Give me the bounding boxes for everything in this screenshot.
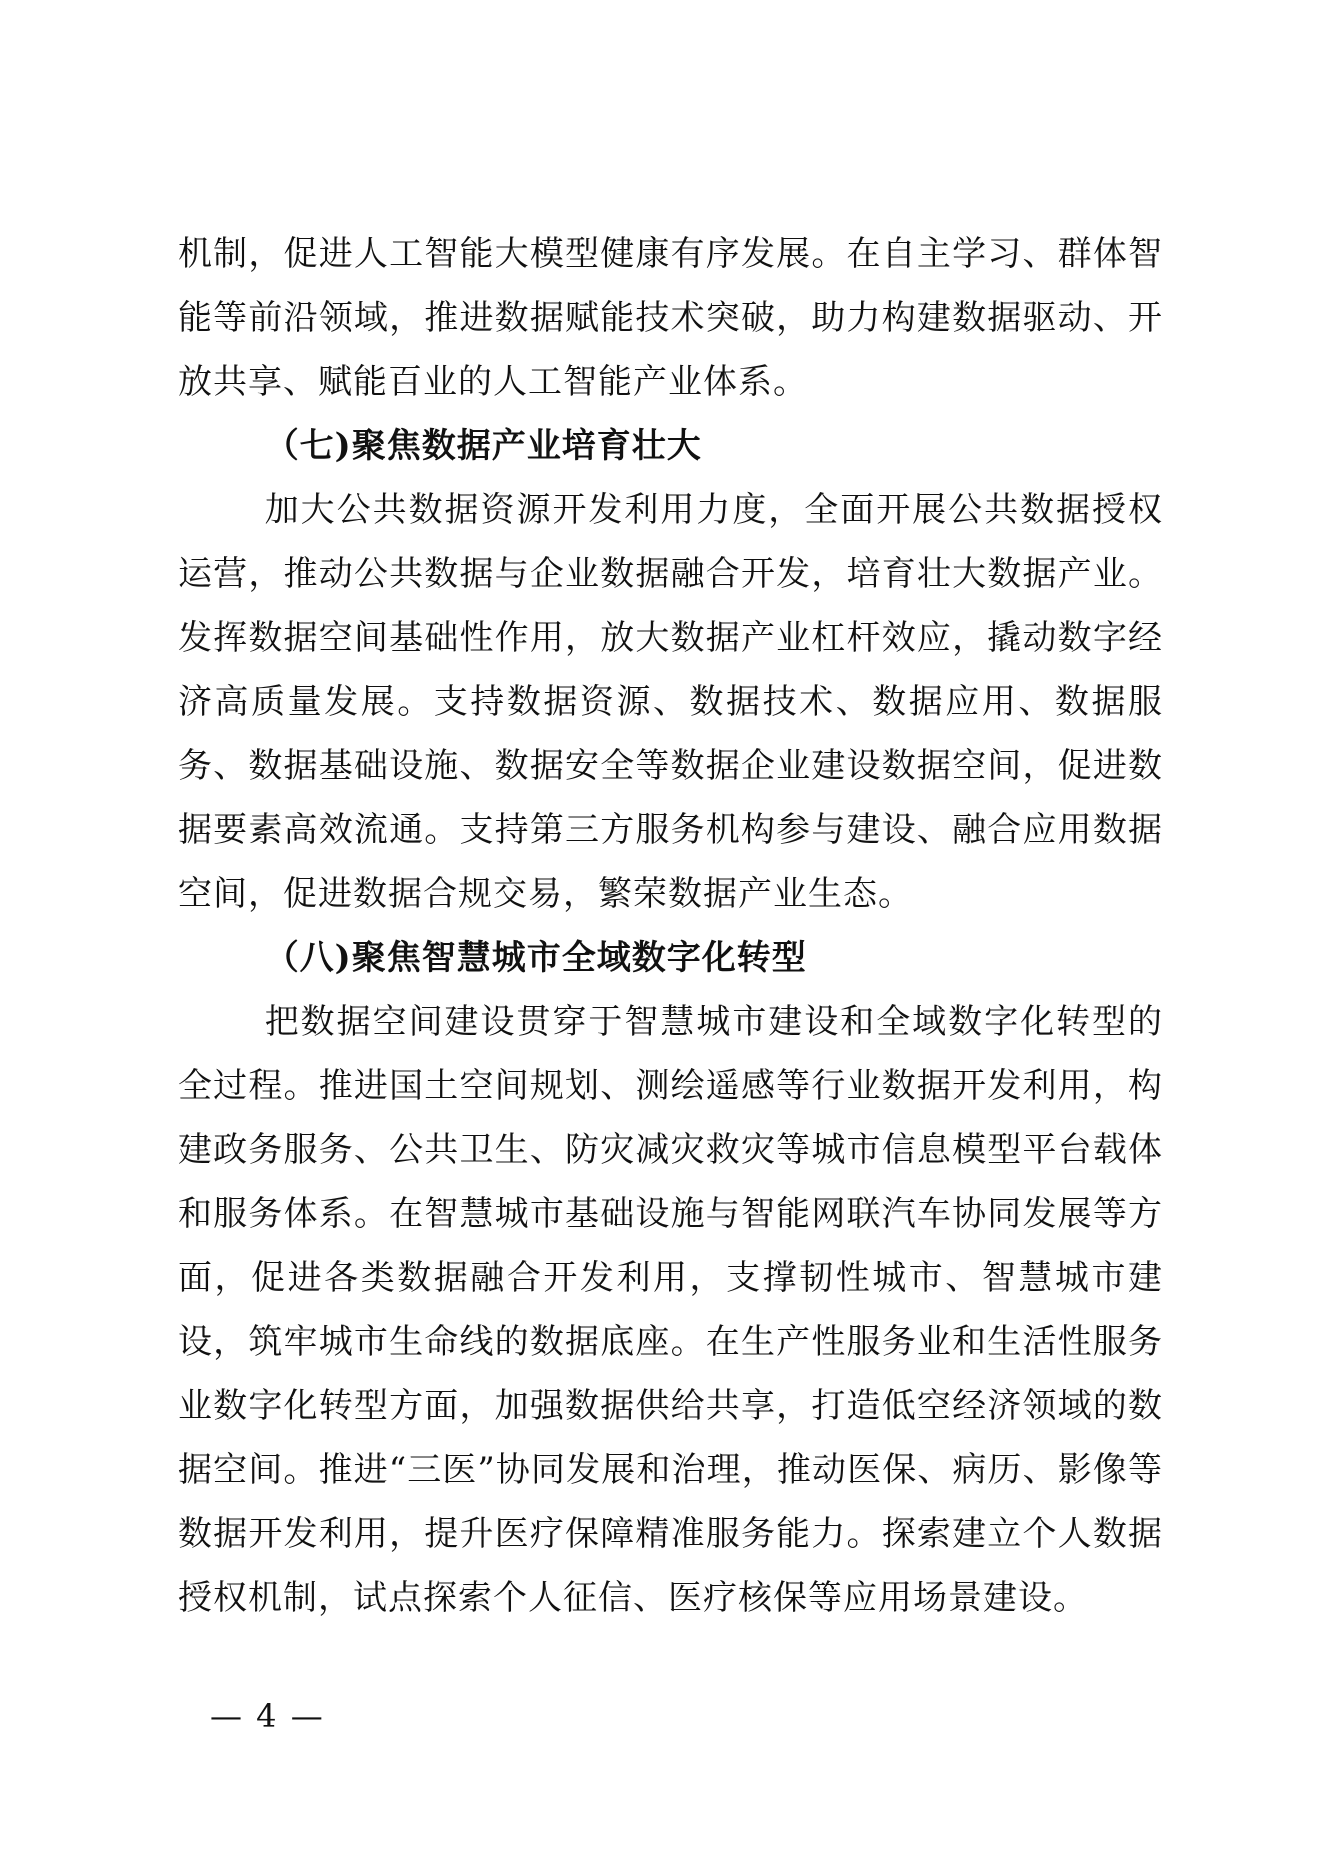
document-body: [178, 222, 1163, 1630]
paragraph-data-industry: 加大公共数据资源开发利用力度，全面开展公共数据授权运营，推动公共数据与企业数据融合开发，培育壮大数据产业。发挥数据空间基础性作用，放大数据产业杠杆效应，撬动数字经济高质量发展。支持数据资源、数据技术、数据应用、数据服务、数据基础设施、数据安全等数据企业建设数据空间，促进数据要素高效流通。支持第三方服务机构参与建设、融合应用数据空间，促进数据合规交易，繁荣数据产业生态。: [178, 490, 1163, 914]
paragraph-smart-city: 把数据空间建设贯穿于智慧城市建设和全域数字化转型的全过程。推进国土空间规划、测绘遥感等行业数据开发利用，构建政务服务、公共卫生、防灾减灾救灾等城市信息模型平台载体和服务体系。在智慧城市基础设施与智能网联汽车协同发展等方面，促进各类数据融合开发利用，支撑韧性城市、智慧城市建设，筑牢城市生命线的数据底座。在生产性服务业和生活性服务业数字化转型方面，加强数据供给共享，打造低空经济领域的数据空间。推进“三医”协同发展和治理，推动医保、病历、影像等数据开发利用，提升医疗保障精准服务能力。探索建立个人数据授权机制，试点探索个人征信、医疗核保等应用场景建设。: [178, 1002, 1163, 1618]
section-heading-8: （八)聚焦智慧城市全域数字化转型: [264, 938, 807, 978]
section-heading-7: （七)聚焦数据产业培育壮大: [264, 426, 702, 466]
paragraph-ai-industry: 机制，促进人工智能大模型健康有序发展。在自主学习、群体智能等前沿领域，推进数据赋能技术突破，助力构建数据驱动、开放共享、赋能百业的人工智能产业体系。: [178, 234, 1163, 402]
page-number: — 4 —: [210, 1697, 325, 1735]
